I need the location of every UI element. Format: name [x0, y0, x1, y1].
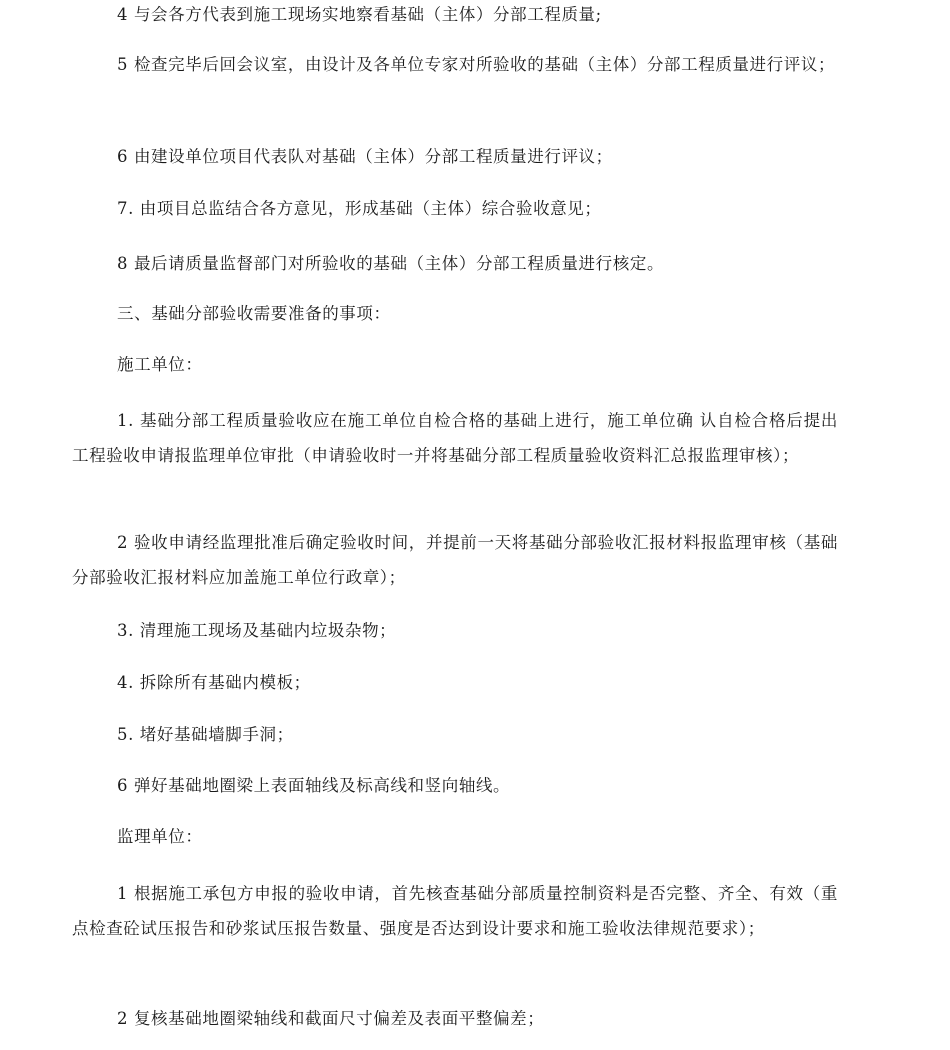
subheading-supervisor: 监理单位：: [117, 827, 203, 846]
paragraph-contractor-6: 6 弹好基础地圈梁上表面轴线及标高线和竖向轴线。: [117, 776, 511, 795]
paragraph-step-7: 7. 由项目总监结合各方意见，形成基础（主体）综合验收意见；: [117, 199, 602, 218]
paragraph-step-8: 8 最后请质量监督部门对所验收的基础（主体）分部工程质量进行核定。: [117, 254, 665, 273]
paragraph-contractor-2: 2 验收申请经监理批准后确定验收时间，并提前一天将基础分部验收汇报材料报监理审核（基础分部验收汇报材料应加盖施工单位行政章）；: [72, 533, 838, 587]
paragraph-contractor-3: 3. 清理施工现场及基础内垃圾杂物；: [117, 621, 397, 640]
section-heading: 三、基础分部验收需要准备的事项：: [117, 304, 391, 323]
paragraph-contractor-5: 5. 堵好基础墙脚手洞；: [117, 725, 294, 744]
paragraph-contractor-1: 1. 基础分部工程质量验收应在施工单位自检合格的基础上进行，施工单位确 认自检合格后提出工程验收申请报监理单位审批（申请验收时一并将基础分部工程质量验收资料汇总报监理审核）；: [72, 411, 838, 465]
paragraph-step-5: 5 检查完毕后回会议室，由设计及各单位专家对所验收的基础（主体）分部工程质量进行评议；: [117, 55, 836, 74]
paragraph-step-6: 6 由建设单位项目代表队对基础（主体）分部工程质量进行评议；: [117, 147, 613, 166]
subheading-contractor: 施工单位：: [117, 355, 203, 374]
paragraph-supervisor-2: 2 复核基础地圈梁轴线和截面尺寸偏差及表面平整偏差；: [117, 1009, 545, 1028]
paragraph-contractor-4: 4. 拆除所有基础内模板；: [117, 673, 311, 692]
paragraph-step-4: 4 与会各方代表到施工现场实地察看基础（主体）分部工程质量;: [117, 5, 602, 24]
paragraph-supervisor-1: 1 根据施工承包方申报的验收申请，首先核查基础分部质量控制资料是否完整、齐全、有效（重点检查砼试压报告和砂浆试压报告数量、强度是否达到设计要求和施工验收法律规范要求）；: [72, 884, 838, 938]
